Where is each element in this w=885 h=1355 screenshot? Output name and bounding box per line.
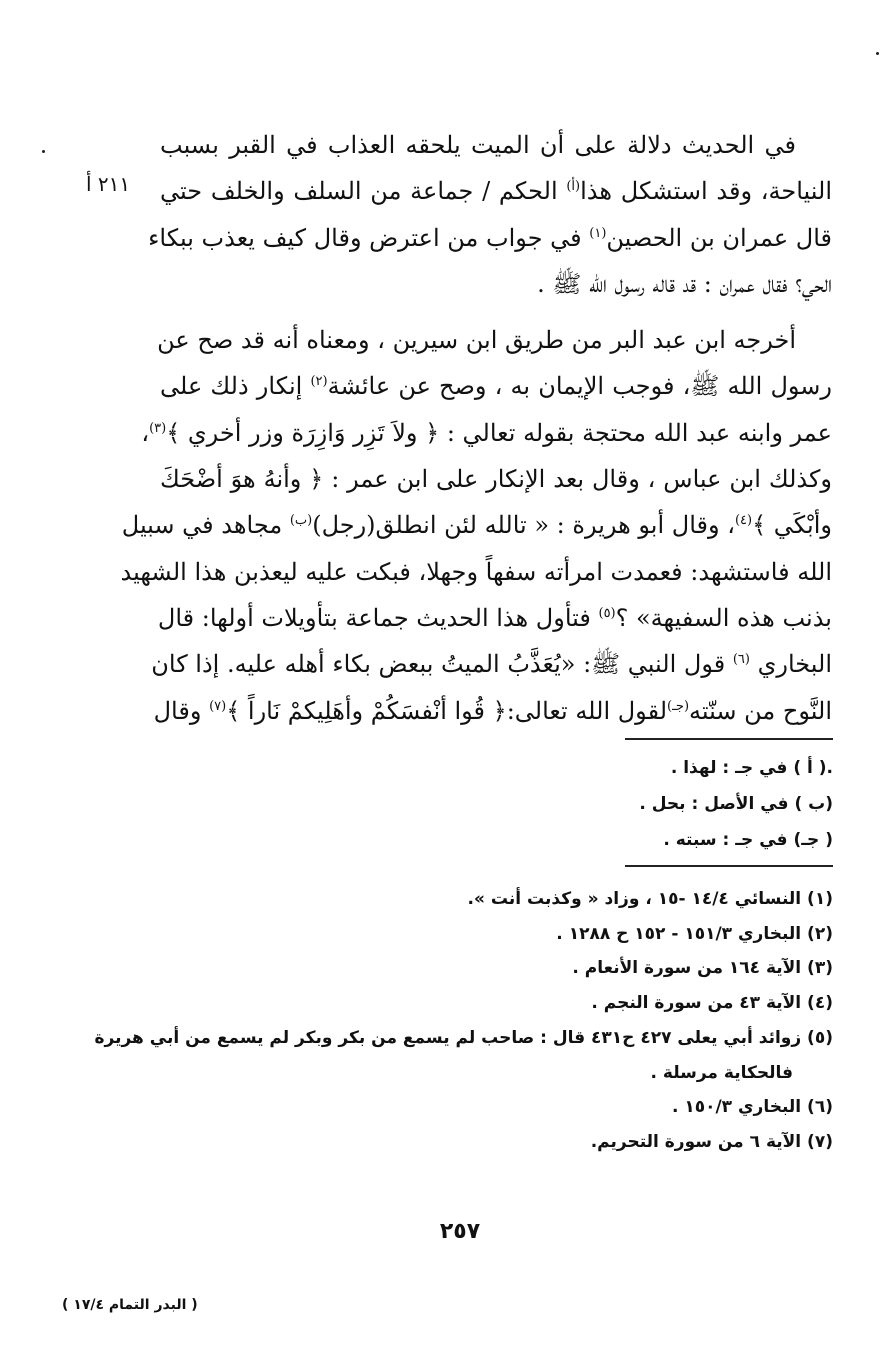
text-line <box>160 168 832 214</box>
footnote-ref: (١) <box>589 225 607 241</box>
text-span: لقول الله تعالى:﴿ قُوا أنْفسَكُمْ وأهَلِيكمْ نَاراً ﴾ <box>226 696 668 725</box>
text-span: أخرجه ابن عبد البر من طريق ابن سيرين ، ومعناه أنه قد صح عن <box>157 326 796 355</box>
text-line <box>151 641 832 687</box>
text-span: الحي؟ فقال عمران : قد قاله رسول الله ﷺ . <box>537 269 832 298</box>
variant-ref: (جـ) <box>667 698 690 714</box>
footnote-ref: (٣) <box>149 420 167 436</box>
text-span: قول النبي ﷺ: «يُعَذَّبُ الميتُ ببعض بكاء أهله عليه. إذا كان <box>151 650 733 679</box>
paragraph-1 <box>148 122 832 307</box>
footnote-ref: (٥) <box>598 605 616 621</box>
text-span: مجاهد في سبيل <box>121 511 290 540</box>
footnote: (٤) الآية ٤٣ من سورة النجم . <box>591 993 833 1014</box>
footnote: (٣) الآية ١٦٤ من سورة الأنعام . <box>572 958 833 979</box>
variant-note: (ب ) في الأصل : بحل . <box>639 794 833 814</box>
text-span: البخاري <box>749 650 832 679</box>
text-line <box>160 456 832 502</box>
page-number: ٢٥٧ <box>439 1219 481 1244</box>
footnote-ref: (٢) <box>310 374 328 390</box>
text-span: النَّوح من سنّته <box>689 696 832 725</box>
text-line <box>160 261 832 307</box>
text-span: النياحة، وقد استشكل هذا <box>580 177 832 206</box>
variant-note: ( جـ) في جـ : سبته . <box>663 830 833 850</box>
text-span: قال عمران بن الحصين <box>606 223 832 252</box>
text-line <box>157 317 832 363</box>
text-line <box>148 215 832 261</box>
footnote: (٢) البخاري ١٥١/٣ - ١٥٢ ح ١٢٨٨ . <box>556 923 833 944</box>
text-span: وكذلك ابن عباس ، وقال بعد الإنكار على ابن عمر : ﴿ وأنهُ هوَ أضْحَكَ <box>160 465 832 494</box>
text-line <box>153 688 832 734</box>
text-span: إنكار ذلك على <box>160 372 311 401</box>
footnote-continuation: فالحكاية مرسلة . <box>650 1062 793 1083</box>
footnote: (٥) زوائد أبي يعلى ٤٢٧ ح٤٣١ قال : صاحب لم يسمع من بكر وبكر لم يسمع من أبي هريرة <box>94 1027 833 1048</box>
text-span: الحكم / جماعة من السلف والخلف حتي <box>160 177 567 206</box>
footnote-ref: (٧) <box>209 698 227 714</box>
text-line <box>121 502 832 548</box>
text-span: بذنب هذه السفيهة» ؟ <box>615 603 832 632</box>
text-span: ، <box>141 418 150 447</box>
text-span: الله فاستشهد: فعمدت امرأته سفهاً وجهلا، فبكت عليه ليعذبن هذا الشهيد <box>120 557 832 586</box>
text-span: عمر وابنه عبد الله محتجة بقوله تعالي : ﴿ ولاَ تَزِر وَازِرَة وزر أخري ﴾ <box>166 418 832 447</box>
book-signature: ( البدر التمام ١٧/٤ ) <box>62 1297 198 1313</box>
scan-speck <box>42 150 45 153</box>
footnote-divider <box>625 865 833 867</box>
footnotes <box>94 882 833 1160</box>
footnote: (١) النسائي ١٤/٤ -١٥ ، وزاد « وكذبت أنت ». <box>467 889 833 909</box>
text-span: في جواب من اعترض وقال كيف يعذب ببكاء <box>148 223 590 252</box>
footnote-ref: (٦) <box>732 652 750 668</box>
text-span: وقال <box>153 696 210 725</box>
text-span: وأبْكَي ﴾ <box>752 511 832 540</box>
text-span: رسول الله ﷺ، فوجب الإيمان به ، وصح عن عائشة <box>327 372 832 401</box>
variant-notes <box>450 750 833 858</box>
text-span: فتأول هذا الحديث جماعة بتأويلات أولها: قال <box>157 603 599 632</box>
variant-ref: (ب) <box>289 513 313 529</box>
scan-speck <box>876 52 879 55</box>
text-line <box>160 122 832 168</box>
text-line <box>120 549 832 595</box>
footnote-ref: (٤) <box>734 513 753 529</box>
variant-note: .( أ ) في جـ : لهذا . <box>670 758 833 778</box>
footnote: (٧) الآية ٦ من سورة التحريم. <box>590 1131 833 1152</box>
variant-ref: (أ) <box>566 179 581 195</box>
manuscript-folio-note: ٢١١ أ <box>86 172 131 196</box>
paragraph-2 <box>120 317 832 734</box>
text-line <box>141 410 832 456</box>
footnote-divider <box>625 738 833 740</box>
text-span: ، وقال أبو هريرة : « تالله لئن انطلق(رجل) <box>312 511 735 540</box>
text-span: في الحديث دلالة على أن الميت يلحقه العذاب في القبر بسبب <box>160 131 796 159</box>
text-line <box>157 595 832 641</box>
main-text <box>120 122 832 734</box>
text-line <box>160 363 832 409</box>
footnote: (٦) البخاري ١٥٠/٣ . <box>671 1097 833 1118</box>
